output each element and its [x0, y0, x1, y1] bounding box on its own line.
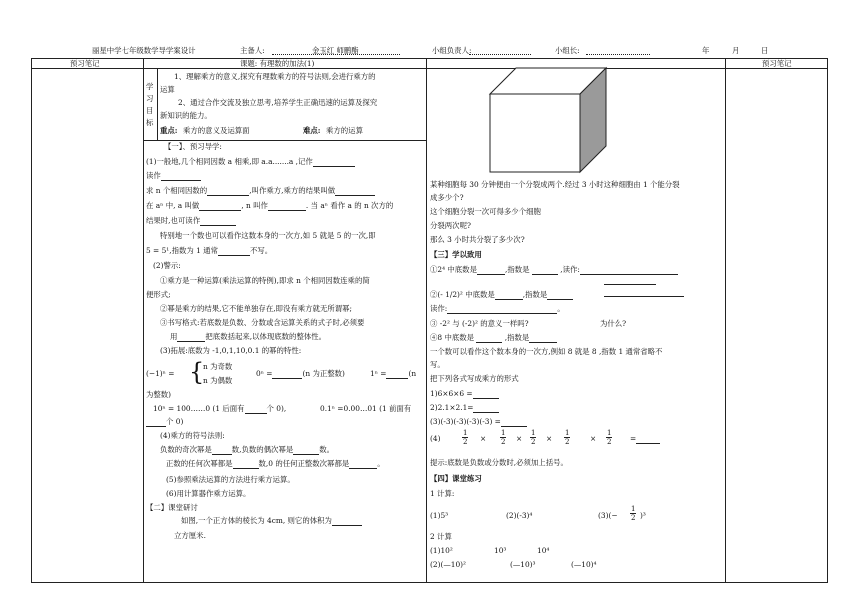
guide-p1e: 结果时,也可读作 [146, 216, 236, 226]
month-label: 月 [732, 46, 740, 55]
guide-p1d: 在 aⁿ 中, a 叫做 , n 叫作 . 当 aⁿ 看作 a 的 n 次方的 [146, 201, 394, 210]
guide-p2a: 特别地一个数也可以看作这数本身的一次方,如 5 就是 5 的一次,即 [160, 231, 376, 240]
fraction-half: $\frac{1}{2}$ [531, 429, 536, 446]
right-border [827, 58, 828, 583]
sign-rule-2: 正数的任何次幂都是 数,0 的任何正整数次幂都是 。 [166, 459, 385, 468]
calc-1-1: (1)5³ [430, 511, 449, 520]
exercise-1: 1)6×6×6 = [430, 389, 499, 399]
warning-3: ③书写格式:若底数是负数、分数或含运算关系的式子时,必须要 [160, 318, 365, 327]
tenth-power: 0.1ⁿ =0.00…01 (1 前面有 [320, 404, 412, 413]
calc-heading-2: 2 计算 [430, 532, 452, 541]
question-1: ①2⁴ 中底数是 ,指数是 ,读作: [430, 265, 678, 275]
question-2-blank-3 [604, 288, 684, 297]
cell-problem-4: 分裂两次呢? [430, 221, 471, 230]
one-power: 1ⁿ = (n [370, 369, 417, 378]
cube-front-face [490, 94, 580, 172]
goals-side-char: 目 [146, 106, 154, 115]
goals-side-char: 标 [146, 118, 154, 127]
goals-side-char: 习 [146, 94, 154, 103]
host-names: 金玉红 师鹏酯 [312, 46, 359, 55]
key-point-label: 重点: [160, 126, 178, 135]
group-leader-label: 小组负责人: [432, 46, 472, 55]
fraction-half: $\frac{1}{2}$ [607, 429, 612, 446]
cell-problem-2: 成多少个? [430, 193, 464, 202]
col-divider-3 [725, 58, 726, 583]
difficulty-text: 乘方的运算 [326, 126, 363, 135]
question-2: ②(- 1/2)² 中底数是 ,指数是 [430, 290, 573, 300]
warning-3-cont: 用 把底数括起来,以体现底数的整体性。 [170, 332, 327, 341]
calc-fraction: $\frac{1}{2}$ [631, 505, 636, 522]
case-odd: n 为奇数 [203, 362, 233, 371]
warning-1: ①乘方是一种运算(乘法运算的特例),即求 n 个相同因数连乘的简 [160, 276, 370, 285]
goal-1-cont: 运算 [160, 85, 175, 94]
group-leader-blank [469, 46, 531, 55]
exercise-2: 2)2.1×2.1= [430, 403, 499, 413]
ten-power: 10ⁿ = 100……0 (1 后面有 个 0), [153, 404, 287, 413]
neg-one-power: (−1)ⁿ = [146, 369, 175, 378]
question-3-why: 为什么? [600, 319, 627, 328]
cube-figure [488, 66, 613, 174]
guide-p1b: 读作 [146, 171, 201, 181]
exercise-4: (4) [430, 434, 441, 443]
header-row-border [31, 68, 827, 69]
goal-2: 2、通过合作交流及独立思考,培养学生正确迅速的运算及探究 [178, 98, 378, 107]
sign-rule-heading: (4)乘方的符号法则: [160, 431, 225, 440]
warning-1-cont: 便形式; [146, 290, 171, 299]
calc-heading-1: 1 计算: [430, 489, 455, 498]
leader-label: 小组长: [555, 46, 580, 55]
question-2-read: 读作: 。 [430, 304, 565, 313]
question-5-cont: 写。 [430, 360, 445, 369]
goals-side-divider [157, 68, 158, 140]
guide-p2b: 5 = 5¹,指数为 1 通常 不写。 [146, 246, 273, 255]
goal-2-cont: 新知识的能力。 [160, 111, 212, 120]
times-sign: × [480, 434, 487, 443]
extension-heading: (3)拓展:底数为 -1,0,1,10,0.1 的幂的特性: [160, 346, 302, 355]
times-sign: × [590, 434, 597, 443]
left-border [31, 58, 32, 583]
key-point-text: 乘方的意义及运算面 [183, 126, 250, 135]
col-divider-1 [143, 58, 144, 583]
table-bottom-border [31, 582, 827, 583]
calc-2-2: 10³ [494, 546, 507, 555]
goals-bottom-border [143, 140, 426, 141]
calc-1-2: (2)(-3)⁴ [506, 511, 533, 520]
cell-problem-1: 某种细胞每 30 分钟便由一个分裂成两个.经过 3 小时这种细胞由 1 个能分裂 [430, 180, 680, 189]
zero-power: 0ⁿ = (n 为正整数) [256, 369, 345, 378]
question-3: ③ -2² 与 (-2)² 的意义一样吗? [430, 319, 529, 328]
calc-1-3: (3)(− [598, 511, 618, 520]
times-sign: × [546, 434, 553, 443]
day-label: 日 [761, 46, 769, 55]
guide-p6: (6)用计算器作乘方运算。 [166, 489, 251, 498]
difficulty-label: 难点: [303, 126, 321, 135]
study-question: 如图,一个正方体的棱长为 4cm, 则它的体积为 [181, 516, 362, 526]
question-4: ④8 中底数是 ,指数是 [430, 333, 557, 343]
calc-2-5: (—10)³ [510, 560, 536, 569]
one-power-cont: 为整数) [146, 390, 172, 399]
guide-p1a: (1)一般地,几个相同因数 a 相乘,即 a.a.......a ,记作 [146, 157, 355, 167]
calc-1-3-close: )³ [640, 511, 646, 520]
cell-problem-3: 这个细胞分裂一次可得多少个细胞 [430, 207, 541, 216]
calc-2-6: (—10)⁴ [571, 560, 597, 569]
school-title: 丽星中学七年级数学导学案设计 [92, 46, 196, 55]
tenth-power-cont: 个 0) [146, 417, 183, 427]
fraction-half: $\frac{1}{2}$ [463, 429, 468, 446]
table-top-border [31, 58, 827, 59]
calc-2-4: (2)(—10)² [430, 560, 466, 569]
warning-2: ②幂是乘方的结果,它不能单独存在,即没有乘方就无所谓幂; [160, 304, 352, 313]
apply-heading: 【三】学以致用 [430, 250, 482, 259]
year-label: 年 [702, 46, 710, 55]
case-brace: { [189, 358, 205, 386]
cell-problem-5: 那么 3 小时共分裂了多少次? [430, 235, 525, 244]
tip-text: 提示:底数是负数或分数时,必须加上括号。 [430, 458, 568, 467]
equals-blank: = [630, 434, 660, 444]
left-notes-title: 预习笔记 [70, 59, 100, 68]
fraction-half: $\frac{1}{2}$ [501, 429, 506, 446]
guide-p1c: 求 n 个相同因数的 ,叫作乘方,乘方的结果叫做 [146, 186, 375, 196]
col-divider-2 [426, 58, 427, 583]
host-label: 主备人: [240, 46, 265, 55]
topic-title: 课题: 有理数的加法(1) [240, 59, 315, 68]
calc-2-3: 10⁴ [537, 546, 550, 555]
study-question-cont: 立方厘米. [174, 531, 206, 540]
guide-p5: (5)参照乘法运算的方法进行乘方运算。 [166, 475, 295, 484]
goal-1: 1、理解乘方的意义,探究有理数乘方的符号法则,会进行乘方的 [174, 72, 376, 81]
goals-side-char: 学 [146, 82, 154, 91]
calc-2-1: (1)10² [430, 546, 453, 555]
warning-heading: (2)警示: [153, 261, 181, 270]
leader-blank [586, 46, 650, 55]
guide-heading: 【一】、预习导学: [164, 142, 222, 151]
fraction-half: $\frac{1}{2}$ [565, 429, 570, 446]
sign-rule-1: 负数的奇次幂是 数,负数的偶次幂是 数。 [160, 445, 335, 454]
write-heading: 把下列各式写成乘方的形式 [430, 374, 519, 383]
right-notes-title: 预习笔记 [762, 59, 792, 68]
study-heading: 【二】课堂研讨 [146, 503, 198, 512]
question-1-blank-2 [604, 276, 656, 285]
practice-heading: 【四】课堂练习 [430, 474, 482, 483]
exercise-3: (3)(-3)(-3)(-3)(-3) = [430, 417, 527, 427]
times-sign: × [516, 434, 523, 443]
question-5: 一个数可以看作这个数本身的一次方,例如 8 就是 8 ,指数 1 通常省略不 [430, 347, 663, 356]
case-even: n 为偶数 [203, 376, 233, 385]
